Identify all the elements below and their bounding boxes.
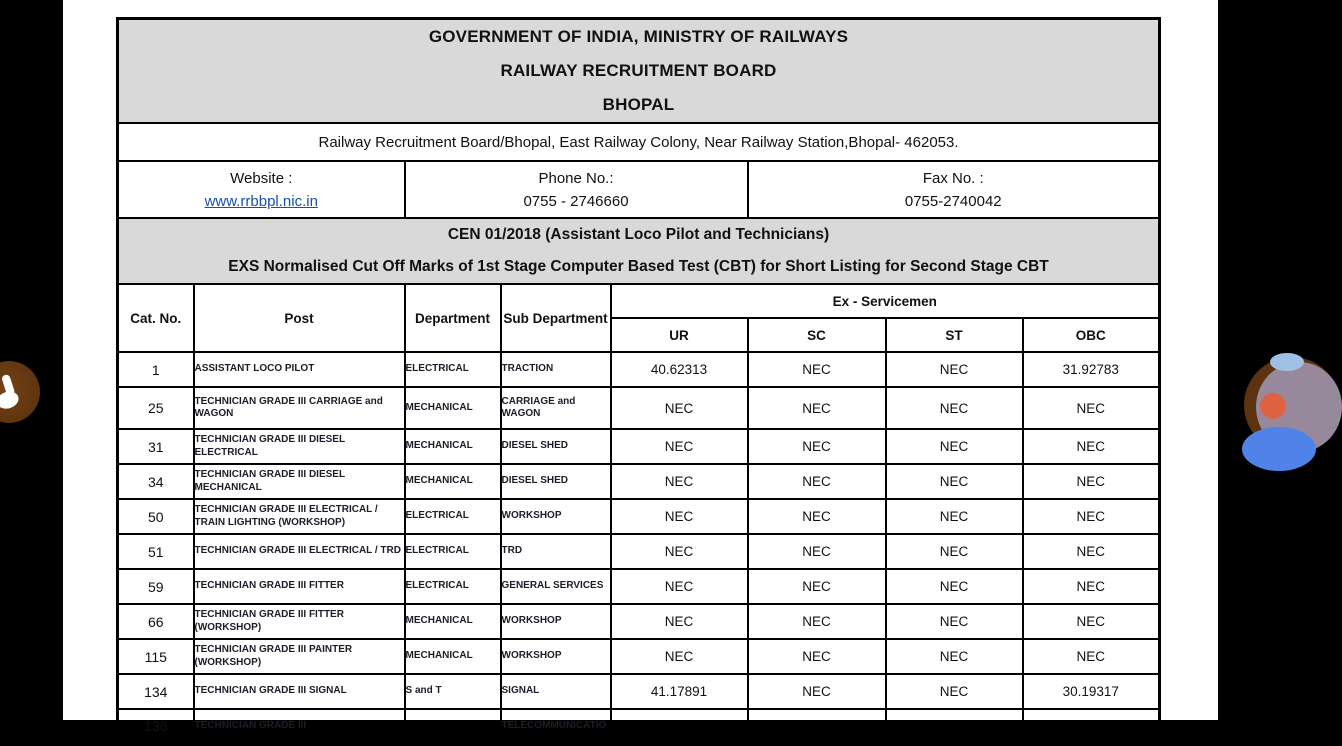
sub-department-cell: DIESEL SHED [501, 464, 611, 499]
st-cutoff-cell: NEC [886, 429, 1023, 464]
cat-no-cell: 134 [118, 674, 194, 709]
table-header-row-1 [118, 284, 1160, 318]
department-cell: ELECTRICAL [405, 534, 501, 569]
sc-cutoff-cell: NEC [748, 387, 886, 429]
org-line-board: RAILWAY RECRUITMENT BOARD [500, 61, 777, 80]
post-cell: TECHNICIAN GRADE III DIESEL ELECTRICAL [194, 429, 405, 464]
sc-cutoff-cell [748, 709, 886, 744]
ur-cutoff-cell: NEC [611, 569, 748, 604]
post-cell: TECHNICIAN GRADE III PAINTER (WORKSHOP) [194, 639, 405, 674]
department-cell: MECHANICAL [405, 604, 501, 639]
sub-department-cell: WORKSHOP [501, 639, 611, 674]
department-cell: S and T [405, 674, 501, 709]
org-line-govt: GOVERNMENT OF INDIA, MINISTRY OF RAILWAYS [428, 27, 849, 46]
table-row [118, 387, 1160, 429]
post-cell: TECHNICIAN GRADE III DIESEL MECHANICAL [194, 464, 405, 499]
post-cell: TECHNICIAN GRADE III ELECTRICAL / TRAIN LIGHTING (WORKSHOP) [194, 499, 405, 534]
header-cat-no: Cat. No. [118, 284, 194, 352]
sub-department-cell: WORKSHOP [501, 604, 611, 639]
sc-cutoff-cell: NEC [748, 604, 886, 639]
document-page [63, 0, 1218, 735]
sub-department-cell: TRACTION [501, 352, 611, 387]
address-cell: Railway Recruitment Board/Bhopal, East Railway Colony, Near Railway Station,Bhopal- 462053. [118, 123, 1160, 161]
ur-cutoff-cell: NEC [611, 429, 748, 464]
header-sub-department: Sub Department [501, 284, 611, 352]
post-cell: TECHNICIAN GRADE III CARRIAGE and WAGON [194, 387, 405, 429]
avatar-highlight [1270, 353, 1304, 371]
ur-cutoff-cell: NEC [611, 464, 748, 499]
cat-no-cell: 1 [118, 352, 194, 387]
table-row [118, 352, 1160, 387]
department-cell: MECHANICAL [405, 464, 501, 499]
fax-number: 0755-2740042 [904, 192, 1002, 210]
cat-no-cell: 115 [118, 639, 194, 674]
website-cell [118, 161, 405, 218]
department-cell: ELECTRICAL [405, 499, 501, 534]
hand-pointer-icon [0, 361, 40, 423]
phone-cell [405, 161, 748, 218]
address-row [118, 123, 1160, 161]
st-cutoff-cell [886, 709, 1023, 744]
table-row [118, 709, 1160, 744]
sub-department-cell: SIGNAL [501, 674, 611, 709]
table-row [118, 674, 1160, 709]
ur-cutoff-cell: NEC [611, 639, 748, 674]
cat-no-cell: 34 [118, 464, 194, 499]
table-row [118, 499, 1160, 534]
obc-cutoff-cell: NEC [1023, 387, 1160, 429]
website-label: Website : [230, 169, 293, 187]
sub-department-cell: GENERAL SERVICES [501, 569, 611, 604]
department-cell: MECHANICAL [405, 387, 501, 429]
obc-cutoff-cell: NEC [1023, 604, 1160, 639]
cat-no-cell: 136 [118, 709, 194, 744]
table-row [118, 534, 1160, 569]
st-cutoff-cell: NEC [886, 352, 1023, 387]
header-obc: OBC [1023, 318, 1160, 352]
department-cell: MECHANICAL [405, 429, 501, 464]
cat-no-cell: 50 [118, 499, 194, 534]
cat-no-cell: 25 [118, 387, 194, 429]
sub-department-cell: TELECOMMUNICATIO [501, 709, 611, 744]
notice-cutoff-line: EXS Normalised Cut Off Marks of 1st Stage Computer Based Test (CBT) for Short Listing for Second Stage CBT [228, 258, 1049, 275]
header-ex-servicemen: Ex - Servicemen [611, 284, 1160, 318]
org-header-cell [118, 19, 1160, 124]
sub-department-cell: WORKSHOP [501, 499, 611, 534]
sc-cutoff-cell: NEC [748, 534, 886, 569]
phone-label: Phone No.: [538, 169, 614, 187]
fax-label: Fax No. : [922, 169, 984, 187]
obc-cutoff-cell: NEC [1023, 534, 1160, 569]
ur-cutoff-cell: NEC [611, 534, 748, 569]
obc-cutoff-cell: NEC [1023, 464, 1160, 499]
st-cutoff-cell: NEC [886, 387, 1023, 429]
cat-no-cell: 31 [118, 429, 194, 464]
obc-cutoff-cell: NEC [1023, 499, 1160, 534]
st-cutoff-cell: NEC [886, 569, 1023, 604]
ur-cutoff-cell: 41.17891 [611, 674, 748, 709]
sc-cutoff-cell: NEC [748, 352, 886, 387]
post-cell: TECHNICIAN GRADE III ELECTRICAL / TRD [194, 534, 405, 569]
obc-cutoff-cell: 31.92783 [1023, 352, 1160, 387]
sub-department-cell: CARRIAGE and WAGON [501, 387, 611, 429]
sc-cutoff-cell: NEC [748, 639, 886, 674]
ur-cutoff-cell: NEC [611, 604, 748, 639]
ur-cutoff-cell: NEC [611, 499, 748, 534]
obc-cutoff-cell: NEC [1023, 639, 1160, 674]
org-line-city: BHOPAL [602, 95, 675, 114]
header-department: Department [405, 284, 501, 352]
department-cell: MECHANICAL [405, 639, 501, 674]
cutoff-table [116, 17, 1161, 746]
sub-department-cell: DIESEL SHED [501, 429, 611, 464]
sc-cutoff-cell: NEC [748, 569, 886, 604]
header-st: ST [886, 318, 1023, 352]
avatar-icon [1244, 357, 1340, 453]
st-cutoff-cell: NEC [886, 674, 1023, 709]
avatar-cheek [1260, 393, 1286, 419]
st-cutoff-cell: NEC [886, 639, 1023, 674]
sc-cutoff-cell: NEC [748, 464, 886, 499]
post-cell: TECHNICIAN GRADE III FITTER [194, 569, 405, 604]
post-cell: TECHNICIAN GRADE III FITTER (WORKSHOP) [194, 604, 405, 639]
table-row [118, 604, 1160, 639]
st-cutoff-cell: NEC [886, 464, 1023, 499]
table-row [118, 639, 1160, 674]
sc-cutoff-cell: NEC [748, 499, 886, 534]
header-ur: UR [611, 318, 748, 352]
post-cell: TECHNICIAN GRADE III SIGNAL [194, 674, 405, 709]
st-cutoff-cell: NEC [886, 534, 1023, 569]
fax-cell [748, 161, 1160, 218]
contact-row [118, 161, 1160, 218]
st-cutoff-cell: NEC [886, 499, 1023, 534]
hand-pointer-glyph [0, 370, 31, 414]
obc-cutoff-cell [1023, 709, 1160, 744]
website-link[interactable]: www.rrbbpl.nic.in [204, 192, 318, 210]
cat-no-cell: 51 [118, 534, 194, 569]
post-cell: TECHNICIAN GRADE III [194, 709, 405, 744]
avatar-shirt [1242, 427, 1316, 471]
sub-department-cell: TRD [501, 534, 611, 569]
ur-cutoff-cell: NEC [611, 387, 748, 429]
cat-no-cell: 66 [118, 604, 194, 639]
ur-cutoff-cell [611, 709, 748, 744]
department-cell: ELECTRICAL [405, 569, 501, 604]
department-cell [405, 709, 501, 744]
sc-cutoff-cell: NEC [748, 429, 886, 464]
st-cutoff-cell: NEC [886, 604, 1023, 639]
phone-number: 0755 - 2746660 [523, 192, 629, 210]
table-row [118, 569, 1160, 604]
obc-cutoff-cell: 30.19317 [1023, 674, 1160, 709]
sc-cutoff-cell: NEC [748, 674, 886, 709]
obc-cutoff-cell: NEC [1023, 569, 1160, 604]
post-cell: ASSISTANT LOCO PILOT [194, 352, 405, 387]
obc-cutoff-cell: NEC [1023, 429, 1160, 464]
cat-no-cell: 59 [118, 569, 194, 604]
header-post: Post [194, 284, 405, 352]
ur-cutoff-cell: 40.62313 [611, 352, 748, 387]
notice-row [118, 218, 1160, 284]
org-header-row [118, 19, 1160, 124]
notice-cell [118, 218, 1160, 284]
notice-cen-line: CEN 01/2018 (Assistant Loco Pilot and Technicians) [447, 226, 830, 243]
header-sc: SC [748, 318, 886, 352]
table-row [118, 429, 1160, 464]
department-cell: ELECTRICAL [405, 352, 501, 387]
table-row [118, 464, 1160, 499]
